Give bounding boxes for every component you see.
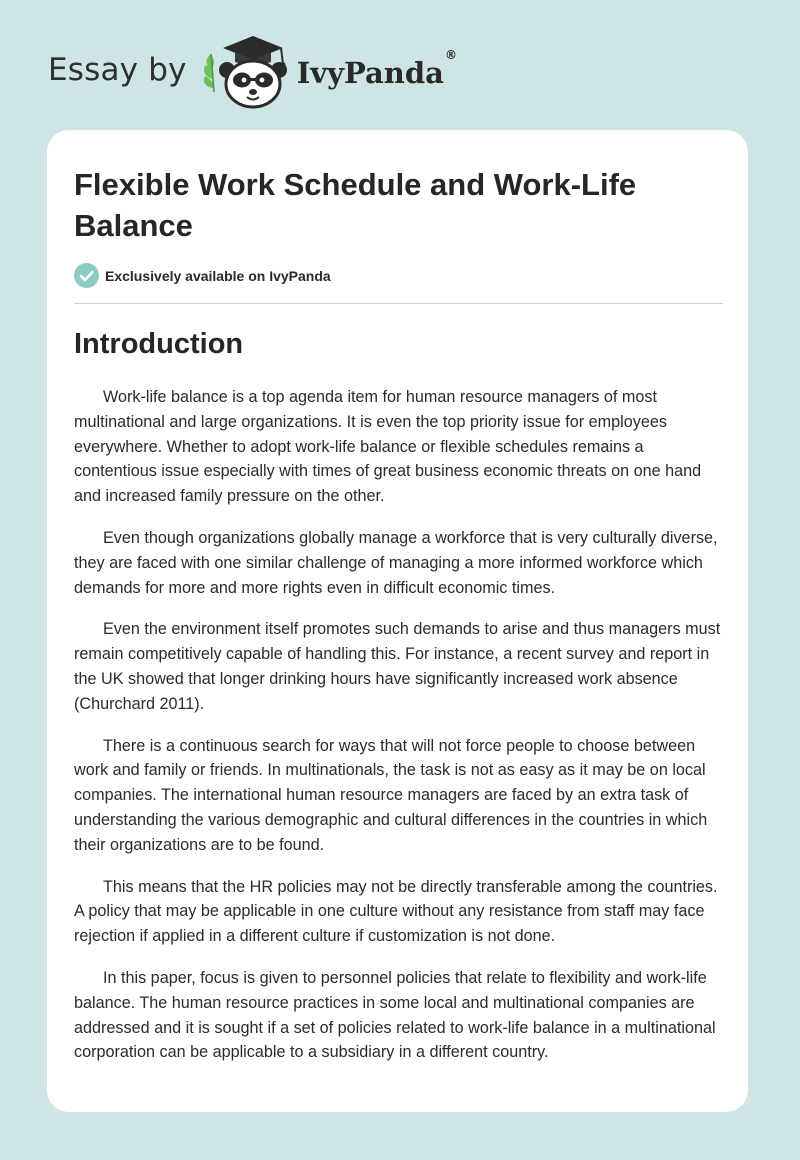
page-title: Flexible Work Schedule and Work-Life Balance (74, 167, 637, 243)
brand-name[interactable]: IvyPanda® (296, 48, 457, 90)
section-heading: Introduction (74, 328, 244, 360)
title-divider (74, 303, 723, 304)
paragraph: This means that the HR policies may not be directly transferable among the countries. A policy that may be applicable in one culture without any resistance from staff may face rejection if applied in a different culture if customization is not done. (74, 877, 718, 946)
paragraph: Even though organizations globally manage a workforce that is very culturally diverse, they are faced with one similar challenge of managing a more informed workforce which demands for more and more rights even in difficult economic times. (74, 528, 718, 597)
essay-card (47, 130, 748, 1112)
paragraph: Even the environment itself promotes such demands to arise and thus managers must remain competitively capable of handling this. For instance, a recent survey and report in the UK showed that longer drinking hours have significantly increased work absence (Churchard 2011). (74, 620, 721, 713)
paragraph: In this paper, focus is given to personnel policies that relate to flexibility and work-life balance. The human resource practices in some local and multinational companies are addressed and it is sought if a set of policies related to work-life balance in a multinational corporation can be applicable to a subsidiary in a different country. (74, 968, 716, 1062)
panda-graduate-logo-icon[interactable] (201, 34, 293, 110)
site-header (48, 34, 457, 110)
paragraph: Work-life balance is a top agenda item for human resource managers of most multinational and large organizations. It is even the top priority issue for employees everywhere. Whether to adopt work-life balance or flexible schedules remains a contentious issue especially with times of great business economic threats on one hand and increased family pressure on the other. (74, 388, 702, 506)
brand-prefix: Essay by (48, 52, 187, 88)
check-circle-icon (74, 263, 99, 288)
leaf-sprig-icon (204, 54, 214, 92)
essay-body (74, 385, 725, 1082)
paragraph: There is a continuous search for ways that will not force people to choose between work and family or friends. In multinationals, the task is not as easy as it may be on local companies. The international human resource managers are faced by an extra task of understanding the various demographic and cultural differences in the countries in which their organizations are to be found. (74, 736, 708, 854)
registered-mark: ® (444, 48, 457, 62)
availability-badge (74, 263, 331, 288)
availability-text: Exclusively available on IvyPanda (105, 267, 331, 284)
